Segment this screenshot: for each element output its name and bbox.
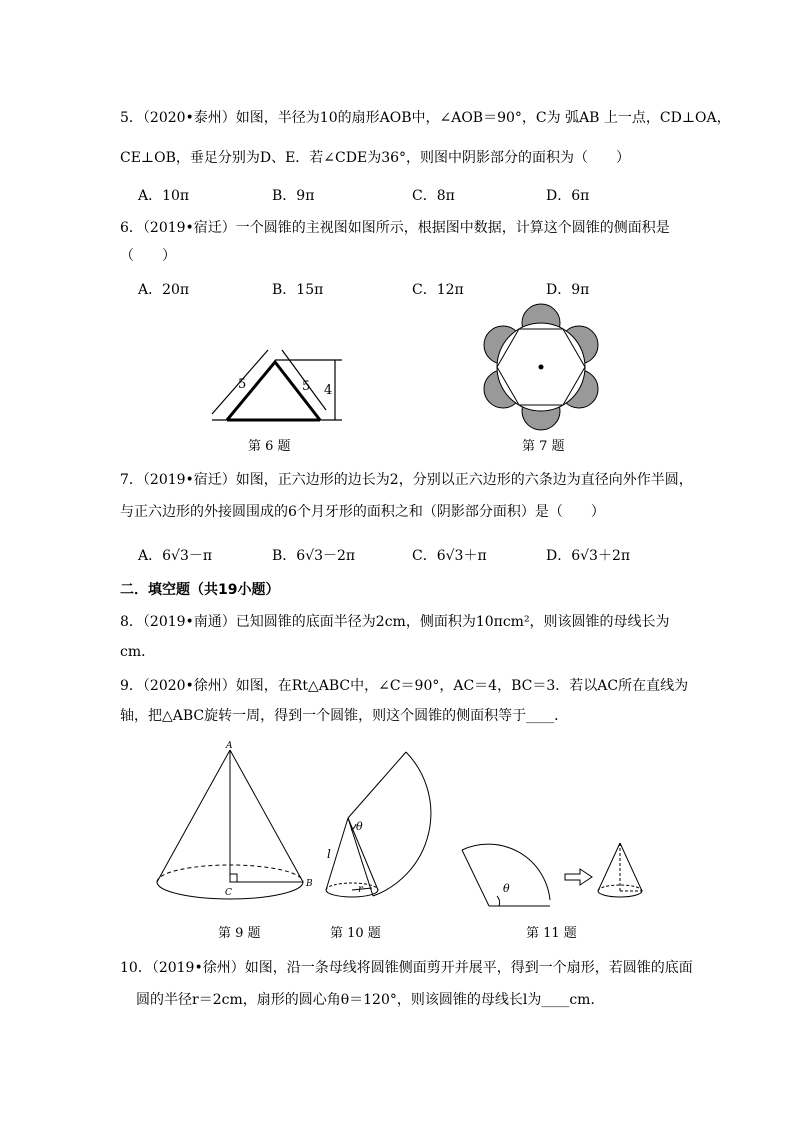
section-fill-in-heading: 二．填空题（共19小题） (120, 582, 280, 598)
q7-option-a: A．6√3－π (138, 548, 213, 564)
q6-option-a: A．20π (138, 282, 190, 298)
q5-line2: CE⊥OB，垂足分别为D、E．若∠CDE为36°，则图中阴影部分的面积为（ ） (120, 150, 631, 166)
fig11-caption: 第 11 题 (526, 926, 577, 941)
q10-line1: 10．（2019•徐州）如图，沿一条母线将圆锥侧面剪开并展平，得到一个扇形，若圆锥的底面 (120, 960, 693, 976)
fig9-caption: 第 9 题 (218, 926, 261, 941)
fig6-label-slant-right: 5 (302, 379, 311, 394)
q5-option-c: C．8π (412, 188, 455, 204)
fig6-label-slant-left: 5 (238, 377, 247, 392)
q8-line1: 8．（2019•南通）已知圆锥的底面半径为2cm，侧面积为10πcm²，则该圆锥的母线长为 (120, 614, 670, 630)
q6-line1: 6．（2019•宿迁）一个圆锥的主视图如图所示，根据图中数据，计算这个圆锥的侧面积是 (120, 220, 670, 236)
q5-option-a: A．10π (138, 188, 190, 204)
q6-option-c: C．12π (412, 282, 464, 298)
q9-line1: 9．（2020•徐州）如图，在Rt△ABC中，∠C＝90°，AC＝4，BC＝3．若以AC所在直线为 (120, 678, 689, 694)
q9-line2: 轴，把△ABC旋转一周，得到一个圆锥，则这个圆锥的侧面积等于____． (120, 708, 569, 724)
q6-option-b: B．15π (272, 282, 324, 298)
fig10-caption: 第 10 题 (330, 926, 381, 941)
q6-option-d: D．9π (546, 282, 590, 298)
q7-option-d: D．6√3＋2π (546, 548, 631, 564)
q5-option-b: B．9π (272, 188, 315, 204)
q5-line1: 5．（2020•泰州）如图，半径为10的扇形AOB中，∠AOB＝90°，C为 弧AB 上一点，CD⊥OA， (120, 110, 731, 126)
fig9-label-a: A (226, 741, 233, 751)
fig11-label-theta: θ (503, 882, 510, 895)
q7-option-b: B．6√3－2π (272, 548, 356, 564)
fig10-label-r: r (358, 884, 363, 895)
fig9-label-b: B (306, 879, 313, 889)
q6-line2: （ ） (120, 248, 176, 264)
fig6-caption: 第 6 题 (248, 439, 291, 454)
fig6-label-height: 4 (324, 383, 333, 398)
fig10-label-l: l (327, 847, 331, 861)
q7-line2: 与正六边形的外接圆围成的6个月牙形的面积之和（阴影部分面积）是（ ） (120, 504, 605, 520)
fig9-label-c: C (225, 888, 232, 898)
fig10-label-theta: θ (356, 820, 363, 833)
q10-line2: 圆的半径r＝2cm，扇形的圆心角θ＝120°，则该圆锥的母线长l为____cm． (136, 992, 605, 1008)
fig7-caption: 第 7 题 (522, 439, 565, 454)
q7-line1: 7．（2019•宿迁）如图，正六边形的边长为2，分别以正六边形的六条边为直径向外作半圆， (120, 472, 693, 488)
q8-line2: cm． (120, 644, 156, 660)
q5-option-d: D．6π (546, 188, 590, 204)
q7-option-c: C．6√3＋π (412, 548, 487, 564)
